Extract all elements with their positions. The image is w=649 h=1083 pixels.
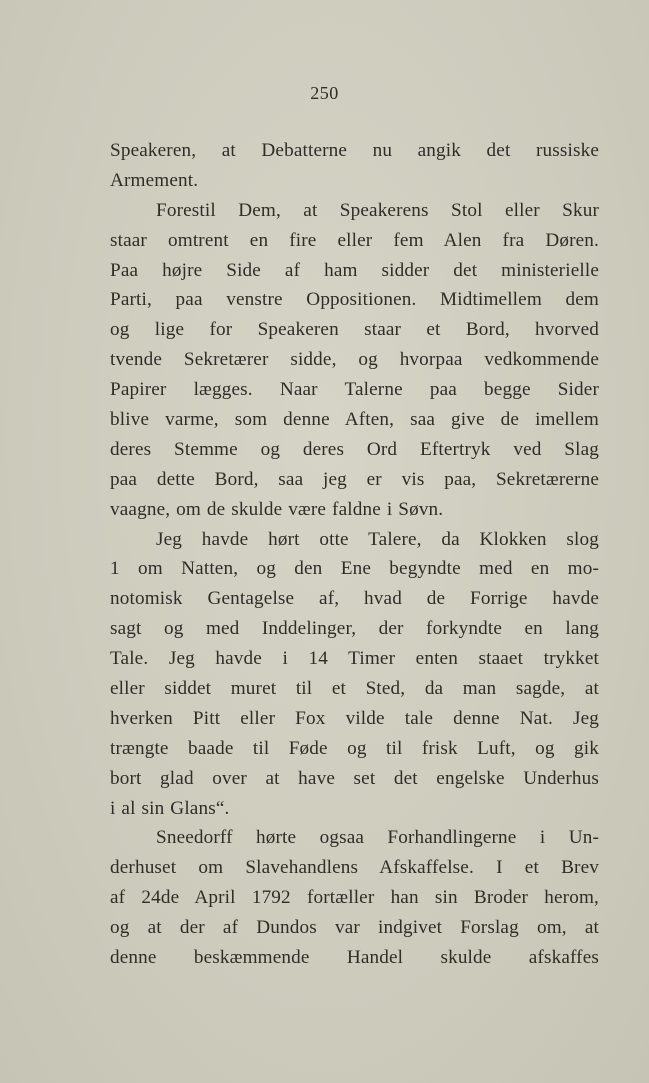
text-line: vaagne, om de skulde være faldne i Søvn. bbox=[110, 498, 444, 520]
text-line: denne beskæmmende Handel skulde afskaffes bbox=[110, 947, 599, 969]
text-line: staar omtrent en fire eller fem Alen fra Døren. bbox=[110, 229, 599, 251]
text-line: Jeg havde hørt otte Talere, da Klokken slog bbox=[156, 528, 599, 550]
text-line: Tale. Jeg havde i 14 Timer enten staaet trykket bbox=[110, 648, 599, 670]
text-line: og at der af Dundos var indgivet Forslag om, at bbox=[110, 917, 599, 939]
text-line: i al sin Glans“. bbox=[110, 797, 230, 819]
text-line: hverken Pitt eller Fox vilde tale denne Nat. Jeg bbox=[110, 707, 599, 729]
text-line: notomisk Gentagelse af, hvad de Forrige havde bbox=[110, 588, 599, 610]
text-line: blive varme, som denne Aften, saa give de imellem bbox=[110, 409, 599, 431]
text-line: Forestil Dem, at Speakerens Stol eller Skur bbox=[156, 199, 599, 221]
text-line: af 24de April 1792 fortæller han sin Broder herom, bbox=[110, 887, 599, 909]
text-line: Armement. bbox=[110, 169, 199, 191]
text-line: Speakeren, at Debatterne nu angik det russiske bbox=[110, 140, 599, 161]
text-line: Sneedorff hørte ogsaa Forhandlingerne i Un- bbox=[156, 827, 599, 849]
text-line: bort glad over at have set det engelske Underhus bbox=[110, 767, 599, 789]
text-line: Paa højre Side af ham sidder det ministerielle bbox=[110, 259, 599, 281]
text-line: Parti, paa venstre Oppositionen. Midtimellem dem bbox=[110, 289, 599, 311]
text-line: derhuset om Slavehandlens Afskaffelse. I et Brev bbox=[110, 857, 599, 879]
text-line: Papirer lægges. Naar Talerne paa begge Sider bbox=[110, 379, 599, 401]
text-line: trængte baade til Føde og til frisk Luft, og gik bbox=[110, 737, 599, 759]
text-line: tvende Sekretærer sidde, og hvorpaa vedkommende bbox=[110, 349, 599, 371]
text-line: og lige for Speakeren staar et Bord, hvorved bbox=[110, 319, 599, 341]
text-line: paa dette Bord, saa jeg er vis paa, Sekretærerne bbox=[110, 468, 599, 490]
text-line: 1 om Natten, og den Ene begyndte med en mo- bbox=[110, 558, 599, 580]
text-line: eller siddet muret til et Sted, da man sagde, at bbox=[110, 678, 599, 700]
text-line: deres Stemme og deres Ord Eftertryk ved Slag bbox=[110, 438, 599, 460]
page-number: 250 bbox=[310, 83, 339, 103]
body-text bbox=[110, 136, 599, 973]
text-line: sagt og med Inddelinger, der forkyndte en lang bbox=[110, 618, 599, 640]
